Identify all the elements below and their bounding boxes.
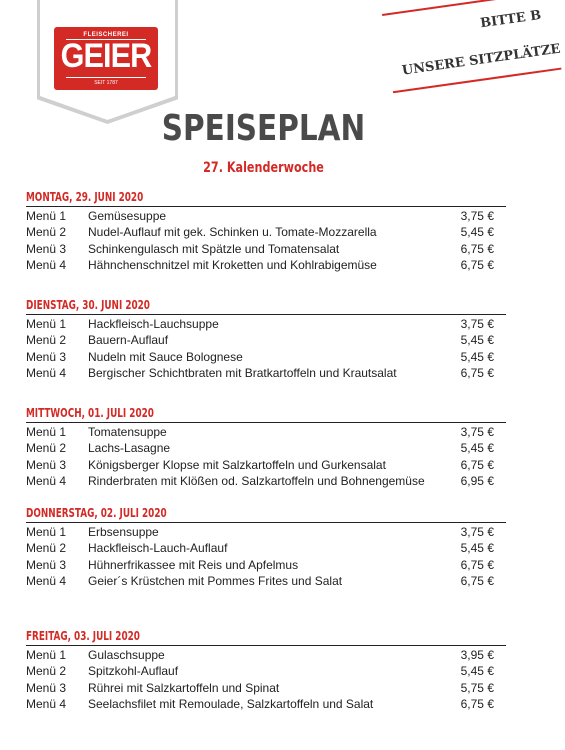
day-divider [26,314,506,315]
menu-price: 3,75 € [460,209,494,223]
menu-row [26,440,506,456]
day-section-wednesday [26,405,506,489]
day-divider [26,206,506,207]
menu-dish: Hackfleisch-Lauch-Auflauf [88,541,228,556]
menu-row [26,647,506,663]
menu-price: 6,75 € [460,696,494,711]
menu-price: 5,45 € [460,333,494,348]
menu-number: Menü 1 [26,209,67,223]
day-divider [26,645,506,646]
menu-row [26,224,506,240]
menu-row [26,696,506,712]
page-subtitle: 27. Kalenderwoche [203,160,324,176]
menu-row [26,365,506,381]
logo-sub-text: SEIT 1787 [94,80,118,86]
menu-number: Menü 4 [26,365,67,380]
day-heading: MITTWOCH, 01. JULI 2020 [26,406,154,420]
banner-line-1: BITTE B [479,7,543,32]
menu-dish: Spitzkohl-Auflauf [88,664,179,679]
menu-price: 5,45 € [460,441,494,456]
menu-number: Menü 2 [26,225,67,240]
menu-dish: Rinderbraten mit Klößen od. Salzkartoffeln und Bohnengemüse [88,473,425,488]
menu-price: 6,75 € [460,257,494,272]
menu-number: Menü 4 [26,573,67,588]
menu-dish: Hackfleisch-Lauchsuppe [88,317,219,331]
menu-number: Menü 2 [26,664,67,679]
menu-dish: Gemüsesuppe [88,209,167,223]
menu-dish: Nudeln mit Sauce Bolognese [88,349,243,364]
menu-price: 3,75 € [460,525,494,539]
menu-number: Menü 2 [26,333,67,348]
menu-row [26,424,506,440]
menu-number: Menü 3 [26,241,67,256]
menu-dish: Tomatensuppe [88,425,167,439]
menu-price: 6,75 € [460,573,494,588]
menu-row [26,332,506,348]
menu-number: Menü 2 [26,541,67,556]
menu-price: 3,95 € [460,648,494,662]
menu-price: 3,75 € [460,317,494,331]
day-heading: MONTAG, 29. JUNI 2020 [26,190,144,204]
menu-dish: Hähnchenschnitzel mit Kroketten und Kohlrabigemüse [88,257,377,272]
logo-top-text: FLEISCHEREI [83,32,129,38]
menu-price: 5,45 € [460,664,494,679]
menu-dish: Schinkengulasch mit Spätzle und Tomatensalat [88,241,340,256]
day-section-tuesday [26,297,506,381]
menu-price: 6,95 € [460,473,494,488]
menu-dish: Bauern-Auflauf [88,333,169,348]
menu-row [26,663,506,679]
menu-number: Menü 1 [26,317,67,331]
menu-number: Menü 3 [26,680,67,695]
menu-number: Menü 3 [26,457,67,472]
menu-number: Menü 2 [26,441,67,456]
menu-number: Menü 4 [26,696,67,711]
menu-price: 6,75 € [460,457,494,472]
page-title: SPEISEPLAN [161,108,366,149]
day-divider [26,522,506,523]
menu-row [26,257,506,273]
menu-dish: Rührei mit Salzkartoffeln und Spinat [88,680,280,695]
logo-main-text: GEIER [60,37,152,75]
menu-dish: Hühnerfrikassee mit Reis und Apfelmus [88,557,299,572]
menu-row [26,316,506,332]
logo-divider [66,77,146,78]
menu-price: 6,75 € [460,557,494,572]
menu-row [26,524,506,540]
menu-row [26,208,506,224]
menu-dish: Erbsensuppe [88,525,159,539]
menu-dish: Nudel-Auflauf mit gek. Schinken u. Tomate-Mozzarella [88,225,377,240]
menu-number: Menü 3 [26,349,67,364]
menu-dish: Gulaschsuppe [88,648,165,662]
day-section-monday [26,189,506,273]
menu-dish: Geier´s Krüstchen mit Pommes Frites und Salat [88,573,343,588]
menu-dish: Seelachsfilet mit Remoulade, Salzkartoffeln und Salat [88,696,374,711]
day-heading: FREITAG, 03. JULI 2020 [26,629,140,643]
menu-price: 6,75 € [460,241,494,256]
menu-number: Menü 3 [26,557,67,572]
menu-row [26,473,506,489]
day-divider [26,422,506,423]
menu-number: Menü 4 [26,257,67,272]
menu-number: Menü 1 [26,648,67,662]
menu-number: Menü 4 [26,473,67,488]
logo [54,27,158,90]
menu-row [26,557,506,573]
menu-row [26,241,506,257]
menu-price: 5,45 € [460,225,494,240]
menu-dish: Bergischer Schichtbraten mit Bratkartoffeln und Krautsalat [88,365,397,380]
menu-row [26,349,506,365]
day-section-thursday [26,505,506,589]
day-heading: DIENSTAG, 30. JUNI 2020 [26,298,150,312]
notice-banner [382,0,562,103]
menu-dish: Königsberger Klopse mit Salzkartoffeln und Gurkensalat [88,457,386,472]
menu-row [26,573,506,589]
menu-number: Menü 1 [26,425,67,439]
menu-price: 5,45 € [460,349,494,364]
menu-price: 3,75 € [460,425,494,439]
menu-row [26,457,506,473]
menu-price: 5,75 € [460,680,494,695]
menu-row [26,680,506,696]
menu-row [26,540,506,556]
day-heading: DONNERSTAG, 02. JULI 2020 [26,506,167,520]
menu-number: Menü 1 [26,525,67,539]
menu-price: 6,75 € [460,365,494,380]
menu-price: 5,45 € [460,541,494,556]
banner-line-2: UNSERE SITZPLÄTZE [401,41,562,79]
menu-dish: Lachs-Lasagne [88,441,171,456]
day-section-friday [26,628,506,712]
